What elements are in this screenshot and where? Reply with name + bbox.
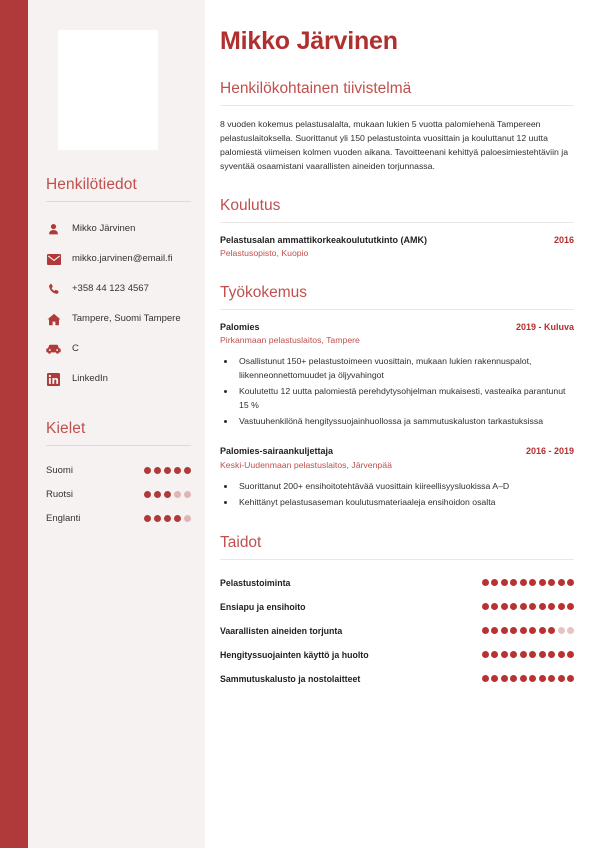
experience-bullet: • Vastuuhenkilönä hengityssuojainhuollossa ja sammutuskaluston tarkastuksissa — [236, 415, 574, 428]
contact-row[interactable] — [46, 334, 191, 364]
education-divider — [220, 222, 574, 223]
rating-dot — [520, 651, 527, 658]
left-accent-stripe — [0, 0, 28, 848]
skills-list — [220, 571, 574, 691]
rating-dot — [520, 603, 527, 610]
rating-dot — [184, 467, 191, 474]
skill-row — [220, 619, 574, 643]
rating-dot — [501, 603, 508, 610]
rating-dot — [558, 651, 565, 658]
rating-dot — [501, 651, 508, 658]
skills-heading: Taidot — [220, 533, 262, 551]
rating-dot — [154, 491, 161, 498]
rating-dot — [520, 579, 527, 586]
rating-dot — [501, 675, 508, 682]
rating-dot — [539, 603, 546, 610]
contact-value: Tampere, Suomi Tampere — [72, 313, 181, 325]
language-rating — [144, 491, 191, 498]
skill-row — [220, 667, 574, 691]
rating-dot — [558, 603, 565, 610]
rating-dot — [482, 579, 489, 586]
personal-details-heading: Henkilötiedot — [46, 176, 137, 193]
rating-dot — [491, 675, 498, 682]
rating-dot — [154, 515, 161, 522]
education-entry-header — [220, 234, 574, 247]
home-icon — [46, 313, 61, 326]
rating-dot — [154, 467, 161, 474]
rating-dot — [491, 603, 498, 610]
rating-dot — [567, 651, 574, 658]
rating-dot — [539, 651, 546, 658]
skill-rating — [482, 675, 575, 682]
rating-dot — [144, 491, 151, 498]
profile-photo — [58, 30, 158, 150]
experience-date: 2016 - 2019 — [525, 446, 574, 457]
rating-dot — [144, 467, 151, 474]
experience-bullet: • Suorittanut 200+ ensihoitotehtävää vuosittain kiireellisyysluokissa A–D — [236, 480, 574, 493]
envelope-icon — [46, 254, 61, 265]
rating-dot — [548, 627, 555, 634]
rating-dot — [558, 675, 565, 682]
contact-row[interactable] — [46, 304, 191, 334]
language-row — [46, 506, 191, 530]
rating-dot — [510, 651, 517, 658]
rating-dot — [510, 675, 517, 682]
rating-dot — [482, 603, 489, 610]
languages-heading: Kielet — [46, 420, 86, 437]
skill-rating — [482, 651, 575, 658]
skill-rating — [482, 627, 575, 634]
rating-dot — [529, 675, 536, 682]
rating-dot — [510, 579, 517, 586]
rating-dot — [558, 579, 565, 586]
rating-dot — [184, 491, 191, 498]
rating-dot — [567, 603, 574, 610]
skill-name: Sammutuskalusto ja nostolaitteet — [220, 673, 361, 684]
rating-dot — [520, 675, 527, 682]
rating-dot — [482, 627, 489, 634]
rating-dot — [174, 491, 181, 498]
contact-value: LinkedIn — [72, 373, 108, 385]
rating-dot — [482, 651, 489, 658]
skill-row — [220, 595, 574, 619]
rating-dot — [539, 675, 546, 682]
education-entry — [220, 234, 574, 260]
skill-rating — [482, 579, 575, 586]
summary-text: 8 vuoden kokemus pelastusalalta, mukaan lukien 5 vuotta palomiehenä Tampereen pelastuslaitoksella. Suorittanut yli 150 pelastustointa vuosittain ja kouluttanut 12 uutta palomiestä viimeisen kolmen vuoden aikana. Tavoitteenani kehittyä paloesimiestehtäviin ja syventää osaamistani vaarallisten aineiden torjunnassa. — [220, 118, 569, 171]
experience-employer: Keski-Uudenmaan pelastuslaitos, Järvenpää — [220, 459, 392, 470]
rating-dot — [501, 627, 508, 634]
rating-dot — [520, 627, 527, 634]
rating-dot — [558, 627, 565, 634]
experience-bullet: • Koulutettu 12 uutta palomiestä perehdytysohjelman mukaisesti, vasteaika parantunut 15 % — [236, 385, 574, 412]
experience-bullets — [236, 355, 574, 428]
experience-title: Palomies — [220, 321, 260, 332]
education-title: Pelastusalan ammattikorkeakoulututkinto (AMK) — [220, 234, 428, 245]
entry-spacer — [220, 431, 574, 445]
language-name: Englanti — [46, 512, 81, 524]
experience-date: 2019 - Kuluva — [515, 321, 574, 332]
language-name: Suomi — [46, 464, 73, 476]
page-title: Mikko Järvinen — [220, 27, 398, 55]
rating-dot — [501, 579, 508, 586]
rating-dot — [144, 515, 151, 522]
skill-name: Hengityssuojainten käyttö ja huolto — [220, 649, 369, 660]
language-name: Ruotsi — [46, 488, 73, 500]
rating-dot — [510, 603, 517, 610]
phone-icon — [46, 283, 61, 296]
language-row — [46, 482, 191, 506]
experience-divider — [220, 309, 574, 310]
experience-list — [220, 321, 574, 510]
contact-row[interactable] — [46, 244, 191, 274]
education-institution: Pelastusopisto, Kuopio — [220, 247, 309, 258]
rating-dot — [491, 627, 498, 634]
skill-row — [220, 643, 574, 667]
rating-dot — [529, 651, 536, 658]
skills-divider — [220, 559, 574, 560]
rating-dot — [567, 579, 574, 586]
personal-details-divider — [46, 201, 191, 202]
contact-value: C — [72, 343, 79, 355]
contact-list — [46, 214, 191, 394]
skill-name: Vaarallisten aineiden torjunta — [220, 625, 343, 636]
contact-row[interactable] — [46, 364, 191, 394]
skill-name: Pelastustoiminta — [220, 577, 291, 588]
language-row — [46, 458, 191, 482]
languages-divider — [46, 445, 191, 446]
rating-dot — [174, 467, 181, 474]
skill-name: Ensiapu ja ensihoito — [220, 601, 306, 612]
rating-dot — [539, 579, 546, 586]
experience-entry — [220, 445, 574, 509]
rating-dot — [529, 603, 536, 610]
experience-title: Palomies-sairaankuljettaja — [220, 446, 334, 457]
person-icon — [46, 223, 61, 236]
education-date: 2016 — [553, 234, 574, 245]
language-rating — [144, 515, 191, 522]
rating-dot — [529, 627, 536, 634]
summary-heading: Henkilökohtainen tiivistelmä — [220, 79, 412, 97]
experience-bullets — [236, 480, 574, 510]
summary-divider — [220, 105, 574, 106]
sidebar — [28, 0, 205, 848]
experience-entry-header — [220, 445, 574, 458]
rating-dot — [164, 491, 171, 498]
language-list — [46, 458, 191, 530]
contact-value: +358 44 123 4567 — [72, 283, 149, 295]
rating-dot — [174, 515, 181, 522]
rating-dot — [548, 651, 555, 658]
experience-entry-header — [220, 321, 574, 334]
car-icon — [46, 344, 61, 354]
education-list — [220, 234, 574, 260]
rating-dot — [164, 467, 171, 474]
contact-value: mikko.jarvinen@email.fi — [72, 253, 173, 265]
rating-dot — [482, 675, 489, 682]
rating-dot — [548, 675, 555, 682]
experience-entry — [220, 321, 574, 429]
language-rating — [144, 467, 191, 474]
skill-row — [220, 571, 574, 595]
experience-bullet: • Osallistunut 150+ pelastustoimeen vuosittain, mukaan lukien rakennuspalot, liikenneonnettomuudet ja öljyvahingot — [236, 355, 574, 382]
skill-rating — [482, 603, 575, 610]
experience-employer: Pirkanmaan pelastuslaitos, Tampere — [220, 335, 360, 346]
rating-dot — [567, 627, 574, 634]
linkedin-icon — [46, 373, 61, 386]
rating-dot — [539, 627, 546, 634]
rating-dot — [491, 651, 498, 658]
main-content — [205, 0, 600, 848]
education-heading: Koulutus — [220, 196, 281, 214]
rating-dot — [184, 515, 191, 522]
contact-row[interactable] — [46, 214, 191, 244]
rating-dot — [548, 579, 555, 586]
rating-dot — [491, 579, 498, 586]
rating-dot — [567, 675, 574, 682]
contact-row[interactable] — [46, 274, 191, 304]
rating-dot — [510, 627, 517, 634]
rating-dot — [529, 579, 536, 586]
rating-dot — [548, 603, 555, 610]
rating-dot — [164, 515, 171, 522]
experience-bullet: • Kehittänyt pelastusaseman koulutusmateriaaleja ensihoidon osalta — [236, 496, 574, 509]
contact-value: Mikko Järvinen — [72, 223, 136, 235]
experience-heading: Työkokemus — [220, 283, 308, 301]
